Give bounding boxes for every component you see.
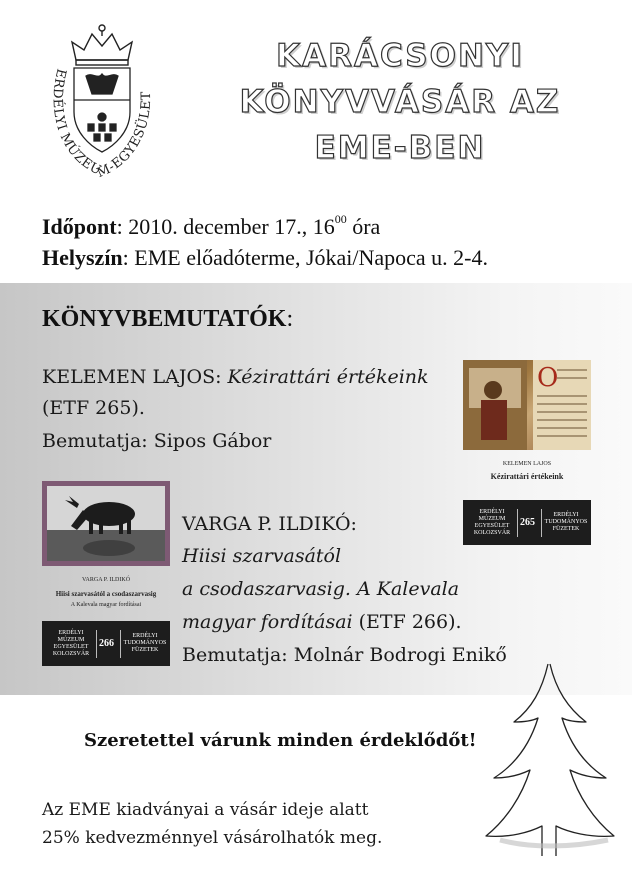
book1-presenter: Bemutatja: Sipos Gábor [42, 430, 272, 452]
series-right-line: FÜZETEK [131, 647, 159, 653]
book2-title-part: magyar fordításai [182, 611, 353, 633]
event-time [42, 214, 380, 240]
place-value: : EME előadóterme, Jókai/Napoca u. 2-4. [122, 245, 489, 270]
series-left-line: KOLOZSVÁR [473, 530, 511, 536]
series-left-line: MÚZEUM [57, 637, 85, 643]
book2-title-part: a csodaszarvasig. A Kalevala [182, 578, 460, 600]
book2-series: (ETF 266). [352, 611, 462, 633]
series-left-line: EGYESÜLET [474, 523, 510, 529]
christmas-tree-icon [480, 660, 620, 870]
manuscript-illustration [463, 360, 591, 450]
book1-series-left [467, 509, 517, 537]
book2-title-line-1 [182, 545, 341, 567]
book1-series-badge [463, 500, 591, 545]
crown-icon [72, 25, 132, 65]
time-suffix: óra [346, 214, 381, 239]
book1-cover-title: Kézirattári értékeink [490, 472, 564, 481]
place-label: Helyszín [42, 245, 123, 270]
time-label: Időpont [42, 214, 117, 239]
section-title [42, 306, 293, 333]
series-right-line: TUDOMÁNYOS [123, 640, 167, 646]
title-line-1: KARÁCSONYI [276, 38, 524, 74]
series-right-line: ERDÉLYI [553, 512, 579, 518]
footer-line-1: Az EME kiadványai a vásár ideje alatt [42, 800, 369, 820]
book2-title-part: Hiisi szarvasától [182, 545, 342, 567]
svg-text:O: O [537, 363, 559, 393]
series-divider [517, 509, 518, 537]
series-divider [120, 630, 121, 658]
title-line-2: KÖNYVVÁSÁR AZ [239, 84, 561, 120]
event-place [42, 245, 488, 271]
book1-author-line [42, 366, 429, 388]
book2-cover-subtitle: A Kalevala magyar fordításai [70, 602, 142, 608]
book2-cover-author: VARGA P. ILDIKÓ [81, 577, 131, 583]
time-sup: 00 [334, 212, 347, 226]
series-divider [96, 630, 97, 658]
book2-cover-image [47, 486, 165, 561]
series-right-line: FÜZETEK [552, 526, 580, 532]
section-title-text: KÖNYVBEMUTATÓK [42, 306, 287, 332]
footer-line-2: 25% kedvezménnyel vásárolhatók meg. [42, 828, 383, 848]
title-line-3: EME-BEN [314, 130, 486, 166]
logo-ring-text: ERDÉLYI MÚZEUM-EGYESÜLET [49, 67, 155, 182]
eme-logo [36, 20, 168, 188]
book1-title: Kézirattári értékeink [227, 366, 429, 388]
book1-series: (ETF 265). [42, 397, 145, 419]
series-left-line: ERDÉLYI [479, 509, 505, 515]
book2-author: VARGA P. ILDIKÓ: [182, 513, 357, 535]
series-left-line: KOLOZSVÁR [52, 651, 90, 657]
series-divider [541, 509, 542, 537]
book2-title-line-3 [182, 611, 462, 633]
book2-series-left [46, 630, 96, 658]
series-left-line: ERDÉLYI [58, 630, 84, 636]
shield-eagle-icon [74, 68, 130, 152]
series-right-line: ERDÉLYI [132, 633, 158, 639]
book1-series-number: 265 [520, 517, 535, 528]
book1-cover-author: KELEMEN LAJOS [502, 461, 552, 467]
book2-presenter: Bemutatja: Molnár Bodrogi Enikő [182, 644, 507, 666]
book2-cover-title: Hiisi szarvasától a csodaszarvasig [55, 590, 157, 598]
moose-illustration [47, 486, 165, 561]
book1-author: KELEMEN LAJOS: [42, 366, 228, 388]
section-title-colon: : [286, 306, 294, 332]
book1-cover-image [463, 360, 591, 450]
book1-series-right [543, 512, 589, 533]
book2-series-right [122, 633, 168, 654]
book2-series-number: 266 [99, 638, 114, 649]
time-value: : 2010. december 17., 16 [116, 214, 335, 239]
series-left-line: MÚZEUM [478, 516, 506, 522]
book2-title-line-2 [182, 578, 459, 600]
book2-series-badge [42, 621, 170, 666]
series-right-line: TUDOMÁNYOS [544, 519, 588, 525]
series-left-line: EGYESÜLET [53, 644, 89, 650]
closing-invitation: Szeretettel várunk minden érdeklődőt! [84, 730, 477, 751]
